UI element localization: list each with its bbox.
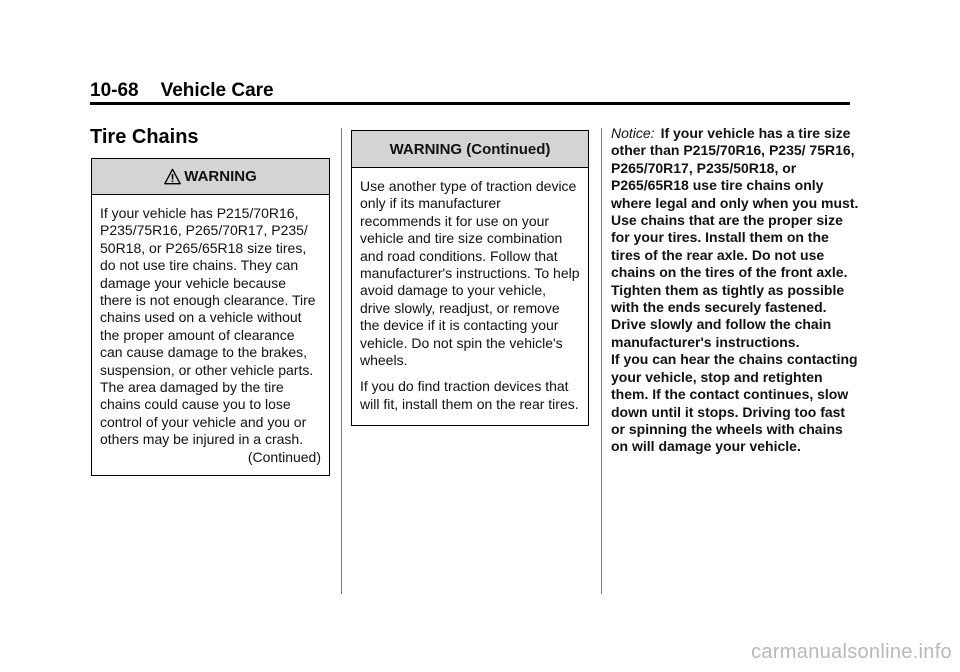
notice-paragraph-2: If you can hear the chains contacting your vehicle, stop and retighten them. If the contact continues, slow down until it stops. Driving too fast or spinning the wheels with chains on will damage your vehicle.	[611, 351, 858, 455]
warning-text: If your vehicle has P215/70R16, P235/75R16, P265/70R17, P235/ 50R18, or P265/65R18 size tires, do not use tire chains. They can damage your vehicle because there is not enough clearance. Tire chains used on a vehicle without the proper amount of clearance can cause damage to the brakes, suspension, or other vehicle parts. The area damaged by the tire chains could cause you to lose control of your vehicle and you or others may be injured in a crash.	[100, 205, 316, 448]
warning-triangle-icon	[164, 168, 181, 185]
column-divider-1	[341, 128, 342, 594]
warning-paragraph-1: Use another type of traction device only if its manufacturer recommends it for use on your vehicle and tire size combination and road conditions. Follow that manufacturer's instructions. To help avoid damage to your vehicle, drive slowly, readjust, or remove the device if it is contacting your vehicle. Do not spin the vehicle's wheels.	[360, 178, 580, 369]
notice-block	[611, 125, 861, 456]
watermark: carmanualsonline.info	[751, 641, 952, 663]
section-title: Tire Chains	[90, 126, 199, 148]
warning-box-header	[92, 159, 329, 195]
warning-heading: WARNING	[184, 168, 257, 185]
continued-label: (Continued)	[247, 448, 321, 465]
page-number: 10-68	[90, 80, 139, 101]
warning-continued-body	[352, 168, 588, 413]
warning-paragraph-2: If you do find traction devices that will fit, install them on the rear tires.	[360, 378, 579, 412]
warning-box	[91, 158, 330, 476]
page-header	[90, 80, 274, 102]
notice-label: Notice:	[611, 125, 655, 141]
column-divider-2	[601, 128, 602, 594]
header-rule	[90, 102, 850, 105]
warning-continued-header: WARNING (Continued)	[352, 131, 588, 168]
chapter-title: Vehicle Care	[160, 80, 274, 101]
notice-text-1: If your vehicle has a tire size other than P215/70R16, P235/ 75R16, P265/70R17, P235/50R18, or P265/65R18 use tire chains only where legal and only when you must. Use chains that are the proper size for your tires. Install them on the tires of the rear axle. Do not use chains on the tires of the front axle. Tighten them as tightly as possible with the ends securely fastened. Drive slowly and follow the chain manufacturer's instructions.	[611, 125, 859, 350]
warning-box-body	[92, 195, 329, 466]
warning-continued-box	[351, 130, 589, 426]
notice-paragraph-1	[611, 125, 861, 351]
